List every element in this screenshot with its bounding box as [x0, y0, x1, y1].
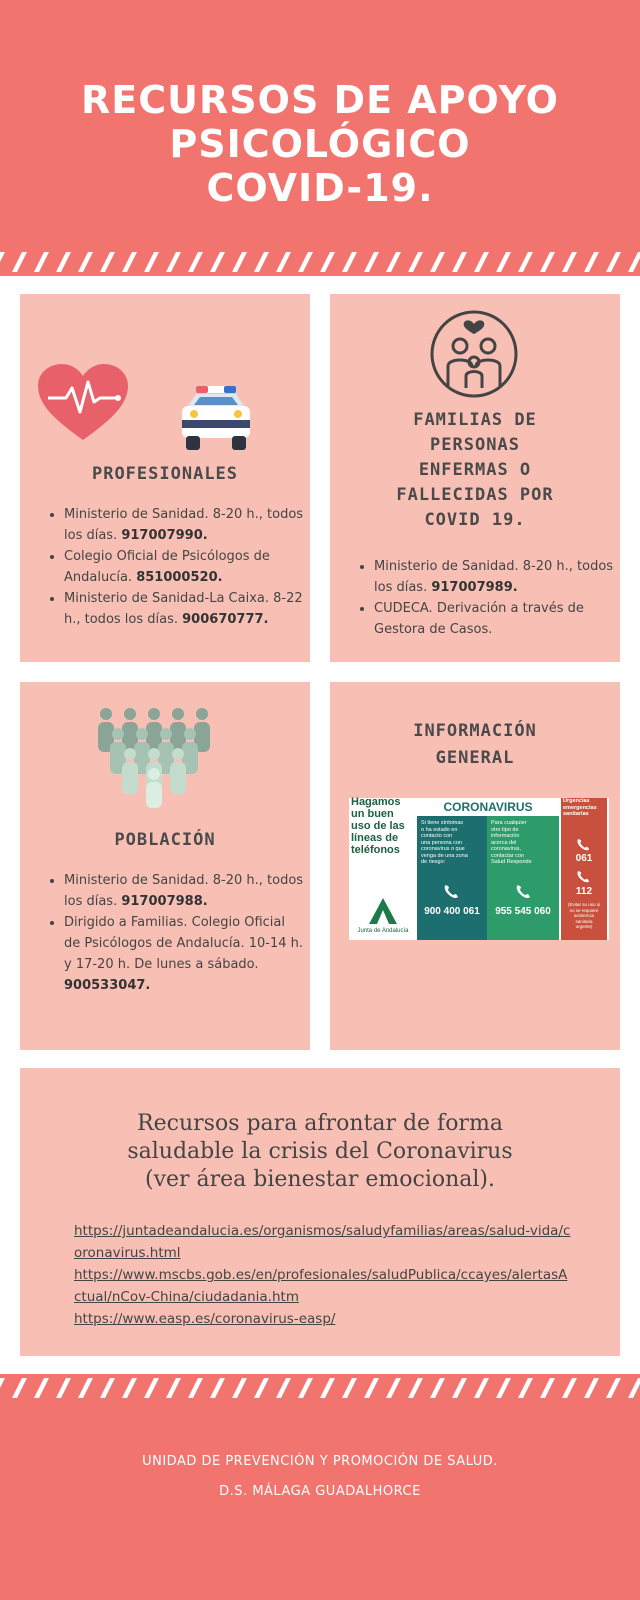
profesionales-item — [64, 546, 304, 588]
poster-note-line: no se requiere — [569, 907, 599, 913]
item-text: Ministerio de Sanidad. 8-20 h., todos los días. — [64, 507, 304, 543]
item-text: Dirigido a Familias. Colegio Oficial de Psicólogos de Andalucía. 10-14 h. y 17-20 h. De lunes a sábado. — [64, 915, 304, 972]
stripe-divider-top — [0, 248, 640, 276]
item-text: Ministerio de Sanidad. 8-20 h., todos los días. — [374, 559, 614, 595]
poster-col3-line: emergencias — [563, 804, 597, 811]
poster-note-line: sanitaria — [575, 918, 593, 924]
poster-intro-line: líneas de — [351, 832, 399, 844]
item-phone: 900533047. — [64, 978, 151, 993]
poster-col1-line: o ha estado en — [421, 826, 458, 833]
card-familias — [330, 294, 620, 662]
police-car-icon — [178, 386, 254, 456]
poblacion-item — [64, 912, 304, 996]
item-text: Colegio Oficial de Psicólogos de Andalucía. — [64, 549, 270, 585]
familias-title-line: COVID 19. — [424, 510, 526, 530]
poster-col1-line: contacto con — [421, 833, 453, 839]
phone-900400061: 900 400 061 — [424, 906, 480, 917]
profesionales-list — [46, 504, 304, 630]
item-text: Ministerio de Sanidad. 8-20 h., todos los días. — [64, 873, 304, 909]
familias-title-line: ENFERMAS O — [418, 460, 532, 480]
poster-intro — [351, 796, 415, 856]
title-line-3: COVID-19. — [206, 166, 434, 210]
profesionales-title: PROFESIONALES — [91, 464, 239, 484]
poster-col1-line: coronavirus o que — [421, 846, 465, 852]
poblacion-item — [64, 870, 304, 912]
poster-col2-line: información — [491, 833, 520, 839]
poster-intro-line: Hagamos — [351, 796, 401, 808]
familias-title-line: FALLECIDAS POR — [396, 485, 554, 505]
footer-banner — [0, 1402, 640, 1600]
familias-item — [374, 598, 616, 640]
poster-intro-line: un buen — [351, 808, 394, 820]
family-icon — [426, 304, 522, 400]
link-junta-andalucia[interactable]: https://juntadeandalucia.es/organismos/saludyfamilias/areas/salud-vida/coronavirus.html — [74, 1223, 571, 1261]
recursos-title — [40, 1110, 600, 1194]
recursos-title-line: (ver área bienestar emocional). — [144, 1167, 495, 1192]
card-poblacion — [20, 682, 310, 1050]
phone-icon — [576, 870, 590, 884]
poster-col2-line: Para cualquier — [491, 820, 527, 826]
poster-intro-line: teléfonos — [351, 844, 400, 856]
informacion-title-line: INFORMACIÓN — [413, 721, 537, 741]
poster-col2-text — [491, 820, 557, 866]
poster-col1-text — [421, 820, 487, 866]
poster-col2-line: contactar con — [491, 852, 525, 859]
link-mscbs[interactable]: https://www.mscbs.gob.es/en/profesionales/saludPublica/ccayes/alertasActual/nCov-China/ciudadania.htm — [74, 1267, 568, 1305]
poster-col1-line: una persona con — [421, 839, 462, 846]
poster-col1-line: de riesgo: — [421, 859, 446, 865]
poster-col1-line: venga de una zona — [421, 852, 468, 859]
item-phone: 917007990. — [121, 528, 208, 543]
phone-icon — [443, 884, 459, 900]
poblacion-title: POBLACIÓN — [114, 830, 216, 850]
phone-955545060: 955 545 060 — [495, 906, 551, 917]
poster-note-line: asistencia — [573, 913, 594, 918]
poster-intro-line: uso de las — [351, 820, 405, 832]
poster-note-line: (Evitar su uso si — [567, 902, 600, 907]
phone-icon — [515, 884, 531, 900]
profesionales-item — [64, 588, 304, 630]
item-phone: 917007988. — [121, 894, 208, 909]
familias-title-line: FAMILIAS DE — [413, 410, 537, 430]
phone-061: 061 — [575, 853, 593, 864]
poster-col2-line: otro tipo de — [491, 826, 519, 833]
item-text: CUDECA. Derivación a través de Gestora de Casos. — [374, 601, 584, 637]
poster-col3-line: sanitarias — [563, 811, 589, 817]
footer-line-1: UNIDAD DE PREVENCIÓN Y PROMOCIÓN DE SALUD. — [142, 1454, 498, 1469]
phone-lines-poster — [349, 798, 609, 940]
familias-title — [330, 408, 620, 533]
profesionales-item — [64, 504, 304, 546]
informacion-title-line: GENERAL — [435, 748, 515, 768]
poster-note-line: urgente) — [575, 924, 593, 929]
poster-col2-line: coronavirus, — [491, 846, 521, 852]
card-profesionales — [20, 294, 310, 662]
footer-line-2: D.S. MÁLAGA GUADALHORCE — [219, 1484, 421, 1499]
item-phone: 917007989. — [431, 580, 518, 595]
coronavirus-banner: CORONAVIRUS — [417, 798, 559, 816]
junta-andalucia-logo-icon — [369, 898, 397, 924]
poster-col3-note — [561, 902, 607, 930]
stripe-divider-bottom — [0, 1374, 640, 1402]
recursos-title-line: saludable la crisis del Coronavirus — [127, 1139, 513, 1164]
link-easp[interactable]: https://www.easp.es/coronavirus-easp/ — [74, 1311, 336, 1327]
familias-item — [374, 556, 616, 598]
poster-col2-line: acerca del — [491, 839, 517, 846]
resource-links — [74, 1220, 574, 1330]
item-phone: 851000520. — [136, 570, 223, 585]
population-icon — [94, 706, 214, 808]
heartbeat-icon — [38, 364, 128, 444]
title-line-2: PSICOLÓGICO — [169, 122, 471, 166]
poblacion-list — [46, 870, 304, 996]
item-phone: 900670777. — [182, 612, 269, 627]
poster-col1-line: Si tiene síntomas — [421, 820, 464, 826]
phone-112: 112 — [575, 886, 593, 897]
poster-col2-line: Salud Responde — [491, 859, 532, 865]
page-title — [0, 78, 640, 210]
header-banner — [0, 0, 640, 248]
familias-title-line: PERSONAS — [430, 435, 520, 455]
recursos-title-line: Recursos para afrontar de forma — [137, 1111, 503, 1136]
item-text: Ministerio de Sanidad-La Caixa. 8-22 h., todos los días. — [64, 591, 303, 627]
poster-col3-text — [563, 798, 607, 818]
informacion-title — [330, 718, 620, 772]
poster-col3-line: Urgencias — [563, 798, 590, 804]
junta-label: Junta de Andalucía — [357, 928, 409, 934]
phone-icon — [576, 838, 590, 852]
familias-list — [356, 556, 616, 640]
title-line-1: RECURSOS DE APOYO — [81, 78, 559, 122]
